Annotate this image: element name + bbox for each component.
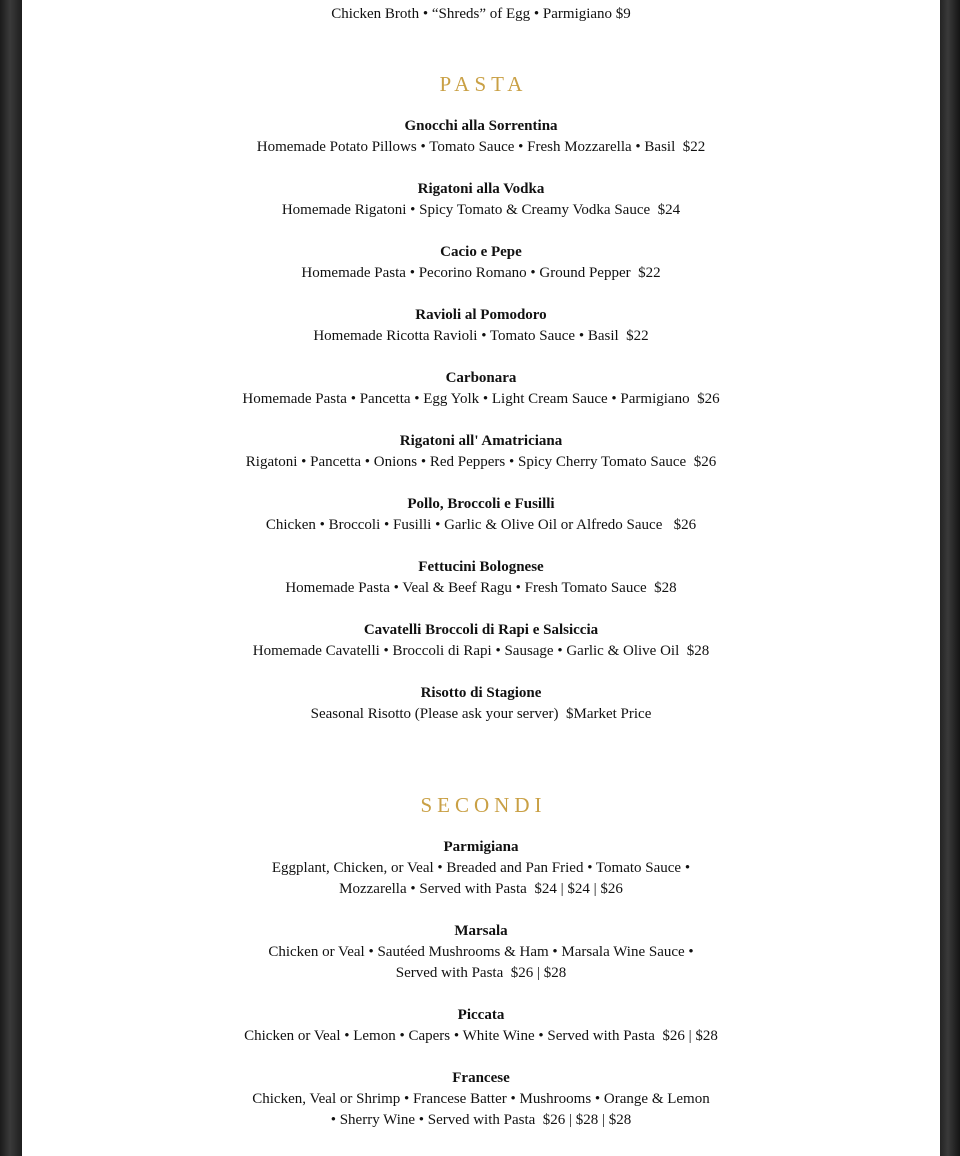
menu-item-name: Marsala: [454, 923, 508, 939]
section-title-secondi: SECONDI: [420, 793, 547, 817]
menu-item-description: Chicken, Veal or Shrimp • Francese Batter • Mushrooms • Orange & Lemon: [252, 1091, 710, 1107]
pasta-section: [22, 116, 940, 725]
menu-item-name: Francese: [452, 1070, 510, 1086]
menu-item: [22, 179, 940, 221]
menu-item-name: Fettucini Bolognese: [418, 559, 544, 575]
menu-item: [22, 837, 940, 900]
menu-content: [22, 0, 940, 1131]
menu-item: [22, 620, 940, 662]
menu-item-name: Rigatoni alla Vodka: [417, 181, 545, 197]
menu-item: [22, 683, 940, 725]
section-title-pasta: PASTA: [439, 72, 528, 96]
menu-item: [22, 494, 940, 536]
menu-item: [22, 368, 940, 410]
menu-item-description: Chicken or Veal • Lemon • Capers • White Wine • Served with Pasta $26 | $28: [244, 1028, 718, 1044]
menu-item-description: Homemade Pasta • Pancetta • Egg Yolk • Light Cream Sauce • Parmigiano $26: [242, 391, 720, 407]
menu-item-description: Homemade Potato Pillows • Tomato Sauce • Fresh Mozzarella • Basil $22: [256, 139, 706, 155]
menu-item-description: Chicken or Veal • Sautéed Mushrooms & Ham • Marsala Wine Sauce •: [268, 944, 694, 960]
soup-description: Chicken Broth • “Shreds” of Egg • Parmigiano $9: [331, 6, 631, 22]
menu-item-name: Ravioli al Pomodoro: [415, 307, 547, 323]
menu-item-description: Mozzarella • Served with Pasta $24 | $24 | $26: [339, 881, 623, 897]
menu-item: [22, 921, 940, 984]
menu-item-description: Homemade Ricotta Ravioli • Tomato Sauce • Basil $22: [313, 328, 649, 344]
menu-item-description: Chicken • Broccoli • Fusilli • Garlic & Olive Oil or Alfredo Sauce $26: [265, 517, 697, 533]
menu-item-description: Rigatoni • Pancetta • Onions • Red Peppers • Spicy Cherry Tomato Sauce $26: [245, 454, 717, 470]
menu-item-name: Gnocchi alla Sorrentina: [404, 118, 558, 134]
menu-page: [22, 0, 940, 1156]
menu-item-name: Pollo, Broccoli e Fusilli: [407, 496, 555, 512]
menu-item: [22, 431, 940, 473]
menu-item-description: Homemade Cavatelli • Broccoli di Rapi • Sausage • Garlic & Olive Oil $28: [252, 643, 710, 659]
menu-item-description: Seasonal Risotto (Please ask your server) $Market Price: [310, 706, 652, 722]
menu-item-name: Piccata: [457, 1007, 505, 1023]
menu-item: [22, 557, 940, 599]
menu-item-description: Served with Pasta $26 | $28: [395, 965, 567, 981]
menu-item: [22, 305, 940, 347]
menu-item-name: Parmigiana: [443, 839, 519, 855]
menu-item-name: Risotto di Stagione: [420, 685, 542, 701]
menu-item: [22, 1068, 940, 1131]
menu-item: [22, 242, 940, 284]
menu-item-description: Homemade Pasta • Veal & Beef Ragu • Fresh Tomato Sauce $28: [285, 580, 677, 596]
menu-item: [22, 116, 940, 158]
menu-item-description: • Sherry Wine • Served with Pasta $26 | $28 | $28: [330, 1112, 632, 1128]
menu-item-description: Homemade Pasta • Pecorino Romano • Ground Pepper $22: [301, 265, 661, 281]
secondi-section: [22, 837, 940, 1131]
menu-item-name: Cacio e Pepe: [440, 244, 522, 260]
menu-item-name: Rigatoni all' Amatriciana: [399, 433, 563, 449]
menu-item-name: Cavatelli Broccoli di Rapi e Salsiccia: [363, 622, 599, 638]
menu-item: [22, 1005, 940, 1047]
menu-item-description: Eggplant, Chicken, or Veal • Breaded and Pan Fried • Tomato Sauce •: [271, 860, 691, 876]
menu-item-description: Homemade Rigatoni • Spicy Tomato & Creamy Vodka Sauce $24: [281, 202, 681, 218]
menu-item-name: Carbonara: [445, 370, 517, 386]
